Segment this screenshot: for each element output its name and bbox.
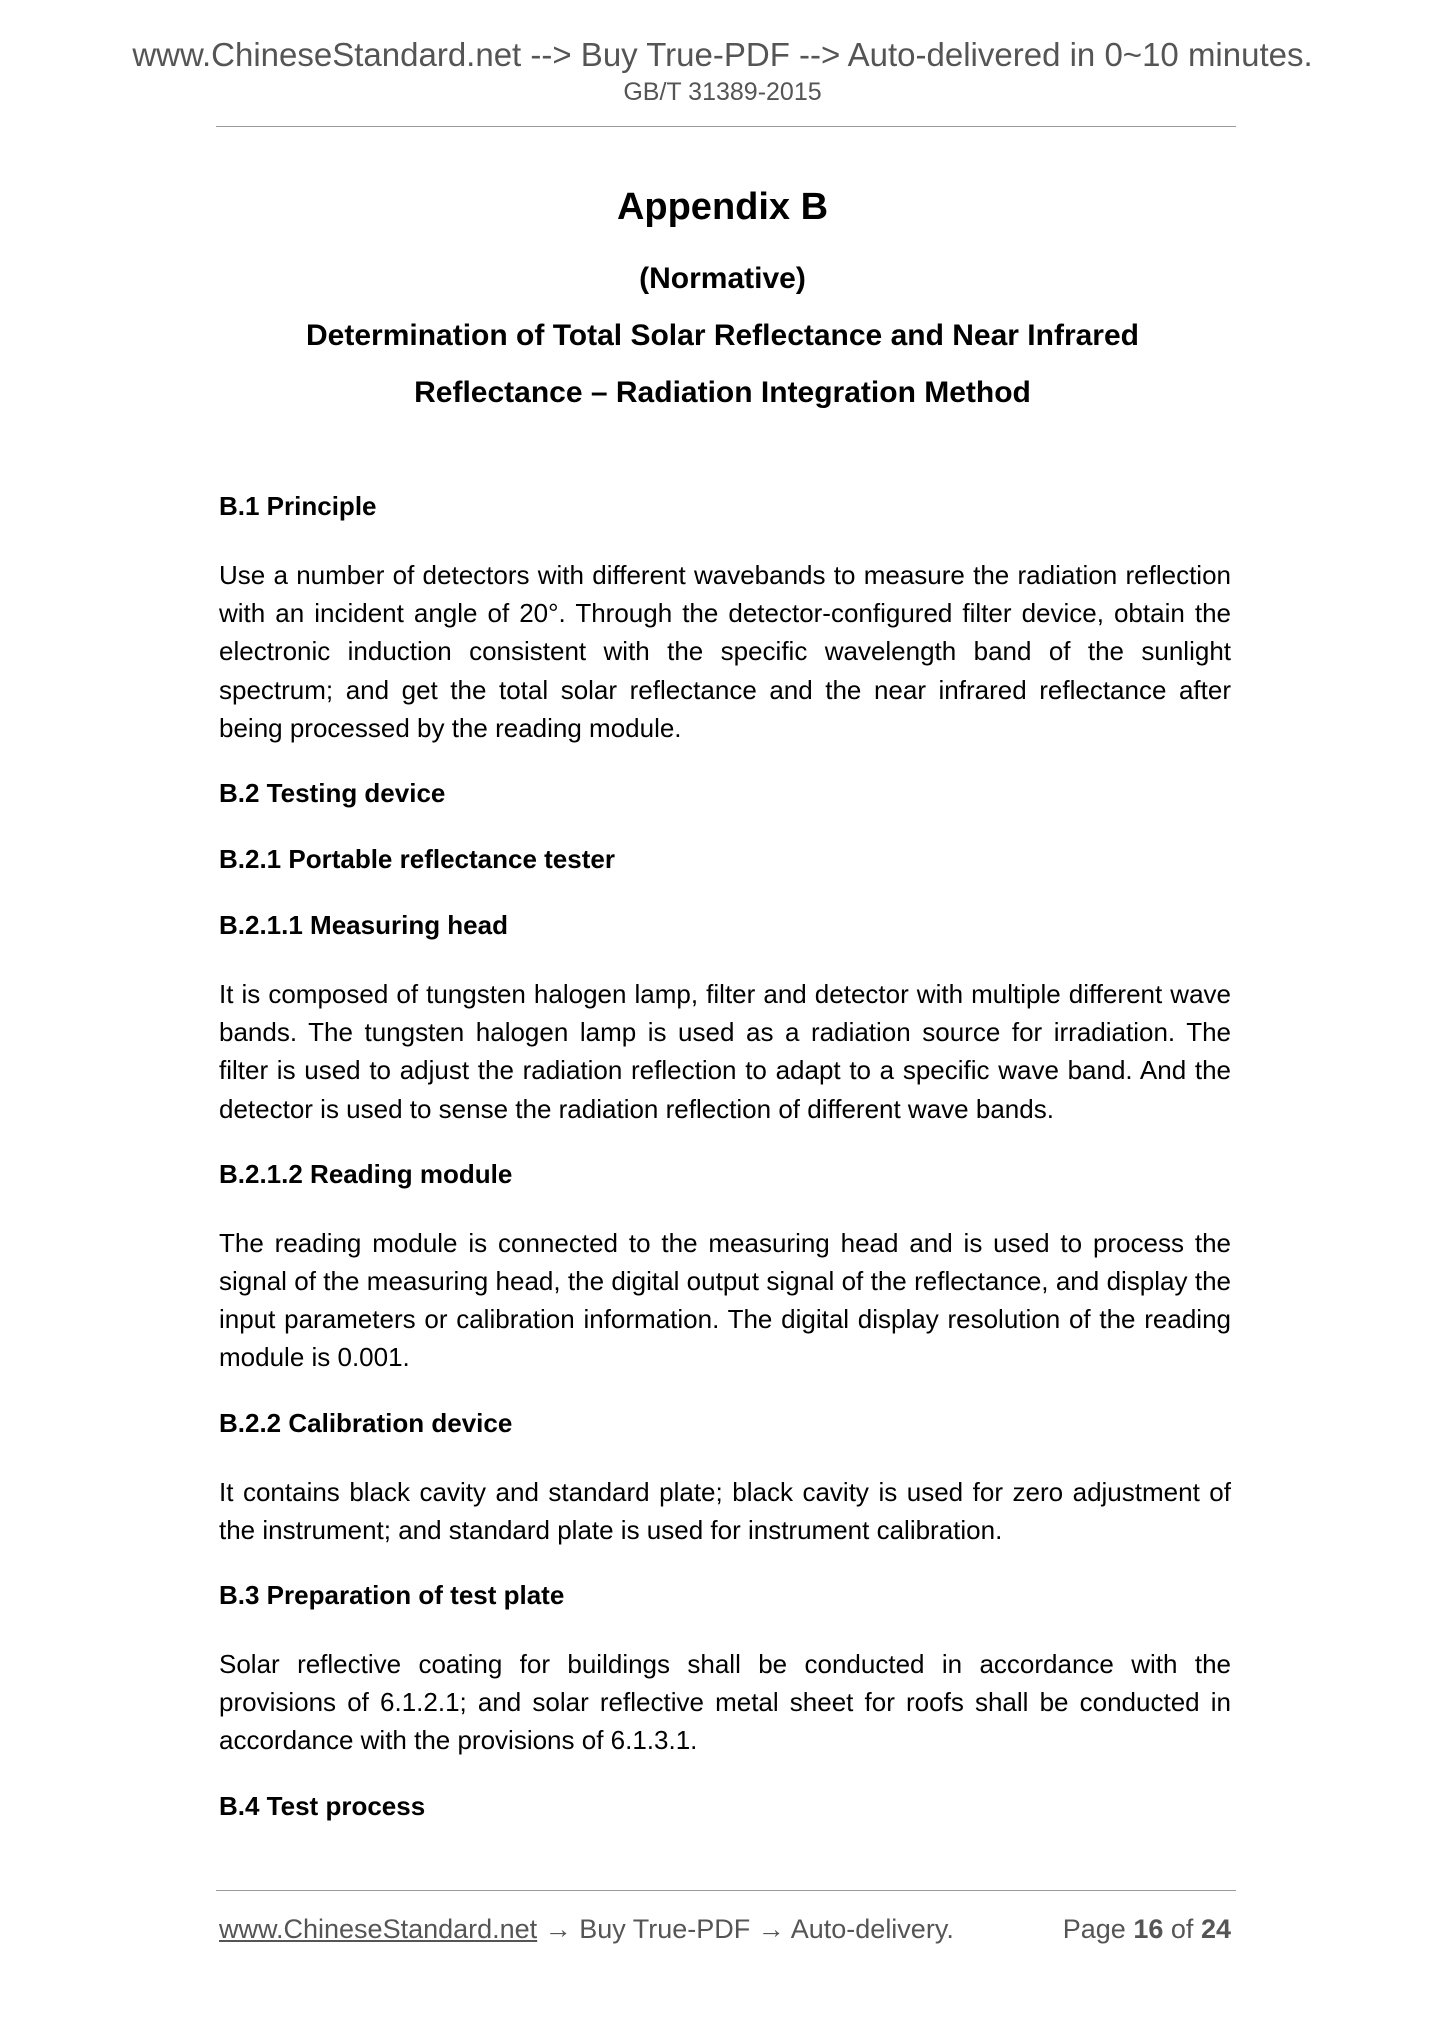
- paragraph-b212: The reading module is connected to the measuring head and is used to process the signal of the measuring head, the digital output signal of the reflectance, and display the input parameters or calibration information. The digital display resolution of the reading module is 0.001.: [219, 1227, 1231, 1373]
- heading-b22: B.2.2 Calibration device: [219, 1407, 513, 1438]
- document-body: [219, 490, 1231, 1856]
- heading-b211: B.2.1.1 Measuring head: [219, 910, 508, 941]
- heading-b2: B.2 Testing device: [219, 778, 446, 809]
- header-divider: [216, 126, 1236, 127]
- appendix-normative-label: (Normative): [639, 262, 806, 295]
- of-label: of: [1170, 1914, 1194, 1944]
- page-footer: [219, 1912, 1231, 1946]
- paragraph-b211: It is composed of tungsten halogen lamp, filter and detector with multiple different wave bands. The tungsten halogen lamp is used as a radiation source for irradiation. The filter is used to adjust the radiation reflection to adapt to a specific wave band. And the detector is used to sense the radiation reflection of different wave bands.: [219, 979, 1231, 1124]
- appendix-subtitle-line2: Reflectance – Radiation Integration Method: [414, 376, 1031, 409]
- footer-divider: [216, 1890, 1236, 1891]
- appendix-title: Appendix B: [616, 186, 829, 228]
- paragraph-b1: Use a number of detectors with different wavebands to measure the radiation reflection with an incident angle of 20°. Through the detector-configured filter device, obtain the electronic induction consistent with the specific wavelength band of the sunlight spectrum; and get the total solar reflectance and the near infrared reflectance after being processed by the reading module.: [219, 560, 1231, 743]
- page-label: Page: [1062, 1914, 1126, 1944]
- footer-site-link[interactable]: www.ChineseStandard.net: [219, 1914, 538, 1944]
- top-banner: www.ChineseStandard.net --> Buy True-PDF --> Auto-delivered in 0~10 minutes.: [132, 36, 1313, 73]
- standard-code: GB/T 31389-2015: [623, 78, 822, 106]
- footer-left: [219, 1912, 954, 1946]
- heading-b4: B.4 Test process: [219, 1790, 426, 1821]
- page-indicator: [1063, 1912, 1231, 1946]
- footer-tagline: → Buy True-PDF → Auto-delivery.: [537, 1914, 954, 1944]
- heading-b212: B.2.1.2 Reading module: [219, 1158, 513, 1189]
- paragraph-b22: It contains black cavity and standard plate; black cavity is used for zero adjustment of the instrument; and standard plate is used for instrument calibration.: [219, 1476, 1231, 1545]
- page-number: 16: [1133, 1914, 1164, 1944]
- heading-b3: B.3 Preparation of test plate: [219, 1580, 565, 1611]
- heading-b1: B.1 Principle: [219, 491, 377, 521]
- appendix-subtitle-line1: Determination of Total Solar Reflectance and Near Infrared: [306, 319, 1139, 352]
- total-pages: 24: [1200, 1914, 1231, 1944]
- heading-b21: B.2.1 Portable reflectance tester: [219, 844, 615, 875]
- paragraph-b3: Solar reflective coating for buildings shall be conducted in accordance with the provisions of 6.1.2.1; and solar reflective metal sheet for roofs shall be conducted in accordance with the provisions of 6.1.3.1.: [219, 1649, 1231, 1756]
